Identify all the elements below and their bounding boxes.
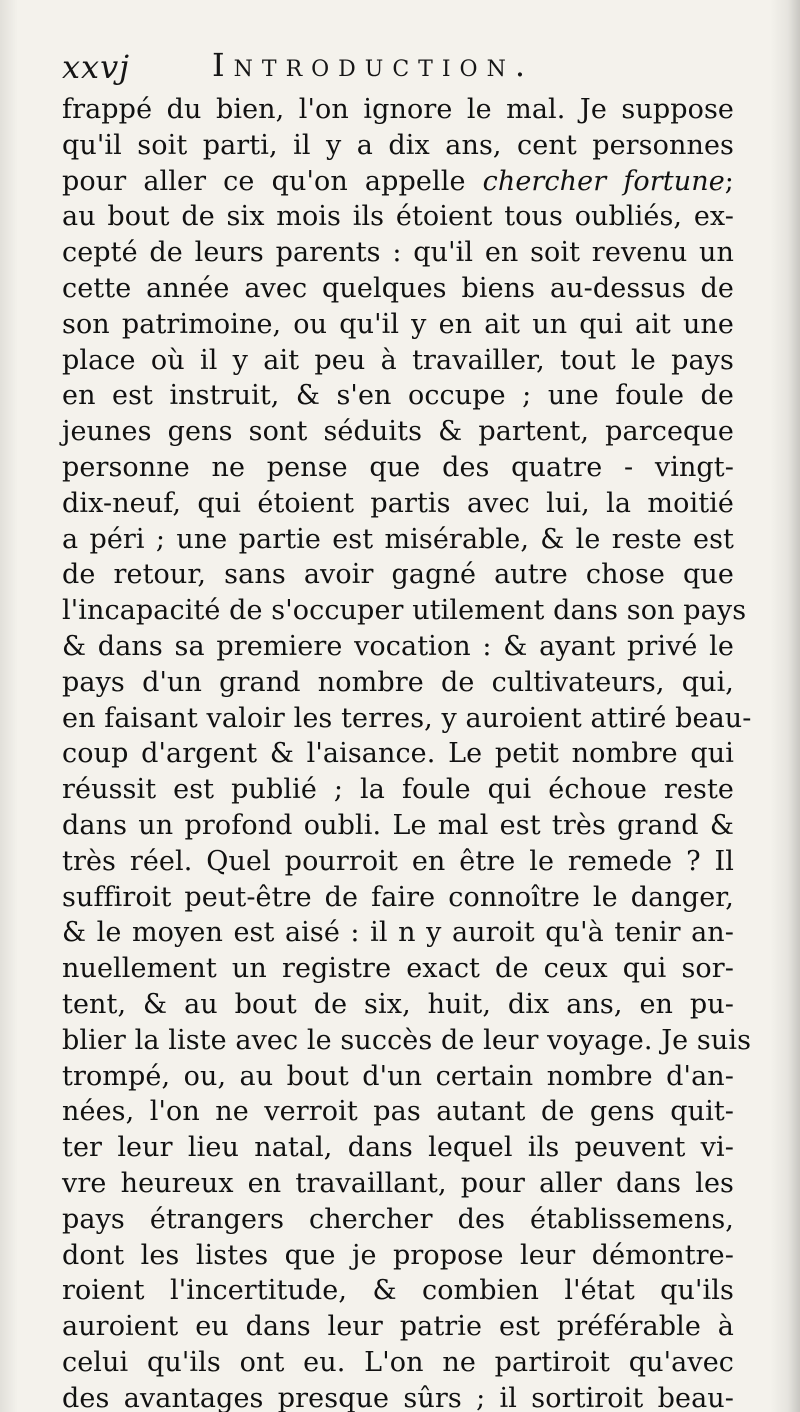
text-line-28: trompé, ou, au bout d'un certain nombre d'an- [62,1060,734,1092]
text-line-35: auroient eu dans leur patrie est préférable à [62,1311,734,1343]
text-line-14: de retour, sans avoir gagné autre chose que [62,559,734,591]
text-line-37: des avantages presque sûrs ; il sortiroit beau- [62,1382,734,1412]
page-edge-shadow [770,0,800,1412]
text-line-15: l'incapacité de s'occuper utilement dans son pays [62,595,747,627]
text-line-13: a péri ; une partie est misérable, & le reste est [62,523,734,555]
text-line-31: vre heureux en travaillant, pour aller dans les [62,1167,734,1199]
page-gutter-shadow [0,0,18,1412]
text-line-19: coup d'argent & l'aisance. Le petit nombre qui [62,738,734,770]
text-line-3 [62,164,734,200]
text-line-21: dans un profond oubli. Le mal est très grand & [62,809,734,841]
text-line-23: suffiroit peut-être de faire connoître le danger, [62,881,734,913]
page-header [62,42,762,92]
text-line-3-start: pour aller ce qu'on appelle [62,165,483,197]
body-text [62,92,752,1412]
text-line-7: son patrimoine, ou qu'il y en ait un qui ait une [62,308,734,340]
page-number: xxvj [62,48,131,86]
text-line-6: cette année avec quelques biens au-dessus de [62,272,734,304]
text-line-4: au bout de six mois ils étoient tous oubliés, ex- [62,201,734,233]
italic-phrase: chercher fortune [482,165,725,197]
text-line-11: personne ne pense que des quatre - vingt- [62,451,734,483]
text-line-10: jeunes gens sont séduits & partent, parceque [62,416,734,448]
text-line-29: nées, l'on ne verroit pas autant de gens quit- [62,1096,734,1128]
text-line-17: pays d'un grand nombre de cultivateurs, qui, [62,666,734,698]
text-line-18: en faisant valoir les terres, y auroient attiré beau- [62,702,752,734]
text-line-9: en est instruit, & s'en occupe ; une foule de [62,380,734,412]
text-line-27: blier la liste avec le succès de leur voyage. Je suis [62,1024,752,1056]
text-line-36: celui qu'ils ont eu. L'on ne partiroit qu'avec [62,1346,734,1378]
text-line-34: roient l'incertitude, & combien l'état qu'ils [62,1275,734,1307]
text-line-16: & dans sa premiere vocation : & ayant privé le [62,630,734,662]
text-line-2: qu'il soit parti, il y a dix ans, cent personnes [62,129,734,161]
text-line-12: dix-neuf, qui étoient partis avec lui, la moitié [62,487,734,519]
running-title: Introduction. [212,46,534,84]
text-line-8: place où il y ait peu à travailler, tout le pays [62,344,734,376]
text-line-24: & le moyen est aisé : il n y auroit qu'à tenir an- [62,917,734,949]
text-line-3-end: ; [724,165,734,197]
text-line-30: ter leur lieu natal, dans lequel ils peuvent vi- [62,1132,734,1164]
text-line-33: dont les listes que je propose leur démontre- [62,1239,734,1271]
text-line-32: pays étrangers chercher des établissemens, [62,1203,734,1235]
text-line-25: nuellement un registre exact de ceux qui sor- [62,953,734,985]
text-line-26: tent, & au bout de six, huit, dix ans, en pu- [62,988,734,1020]
text-line-5: cepté de leurs parents : qu'il en soit revenu un [62,237,734,269]
text-line-20: réussit est publié ; la foule qui échoue reste [62,774,734,806]
text-line-22: très réel. Quel pourroit en être le remede ? Il [62,845,734,877]
text-line-1: frappé du bien, l'on ignore le mal. Je suppose [62,94,734,125]
